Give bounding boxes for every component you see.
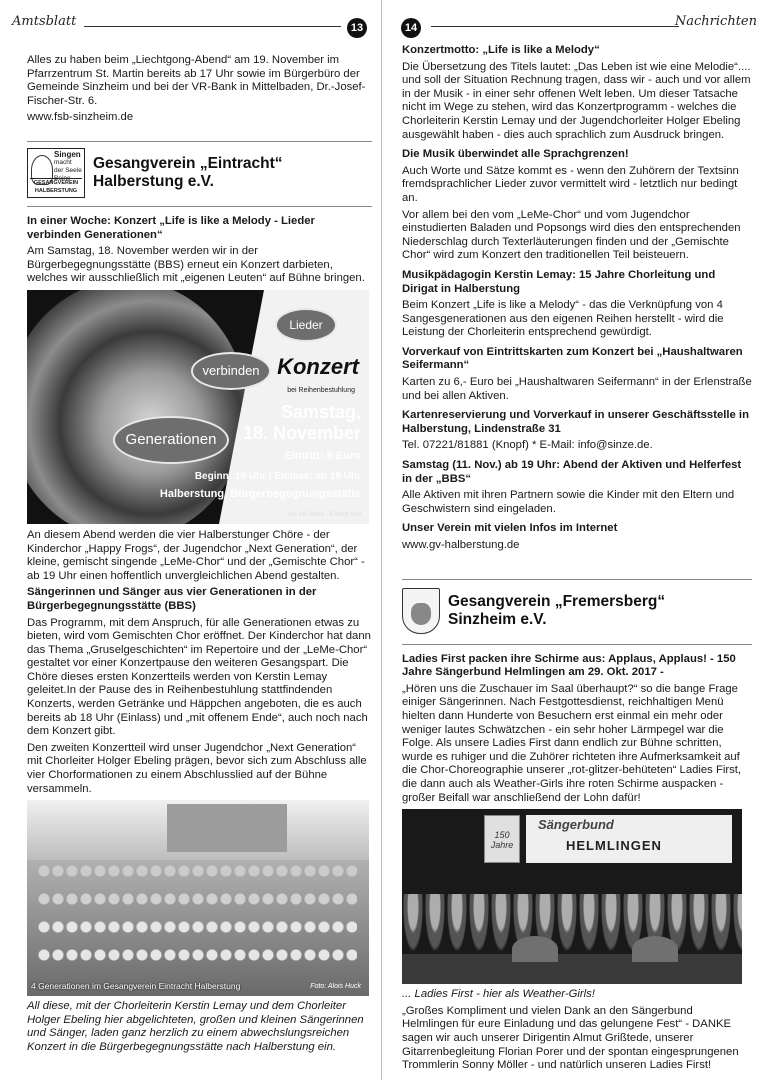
club2-crest-icon bbox=[402, 588, 440, 634]
page-number: 13 bbox=[347, 18, 367, 38]
stage-floor bbox=[402, 954, 742, 984]
club-header bbox=[27, 146, 372, 200]
club-name-line1: Gesangverein „Eintracht“ bbox=[93, 154, 283, 172]
photo2-caption: ... Ladies First - hier als Weather-Girls! bbox=[402, 988, 595, 1001]
header-title: Nachrichten bbox=[674, 14, 757, 29]
club2-name bbox=[448, 593, 665, 629]
banner-place: HELMLINGEN bbox=[566, 838, 662, 854]
poster-times: Beginn: 19 Uhr | Einlass: ab 18 Uhr bbox=[194, 470, 361, 482]
article2-closing: „Großes Kompliment und vielen Dank an den Sängerbund Helmlingen für eure Einladung und das gelungene Fest“ - DANKE sagen wir auch unserer Dirigentin Almut Grißtede, unserer Gitarrenbegleitung Florian Porer und der spontan eingesprungenen Trommlerin Sonny Möller - und natürlich unseren Ladies First! bbox=[402, 1004, 739, 1072]
article-subhead: Sängerinnen und Sänger aus vier Generationen in der Bürgerbegegnungsstätte (BBS) bbox=[27, 586, 317, 612]
choir-row bbox=[37, 884, 357, 914]
club2-header bbox=[402, 584, 752, 638]
info-block-head: Musikpädagogin Kerstin Lemay: 15 Jahre Chorleitung und Dirigat in Halberstung bbox=[402, 268, 716, 295]
article-paragraph: Das Programm, mit dem Anspruch, für alle Generationen etwas zu bieten, wird vom Gemischten Chor eröffnet. Der Kinderchor hat dann das Thema „Gruselgeschichten“ im Repertoire und der „LeMe-Chor“ gestaltet vor einer Konzertpause den weiteren Gesangspart. Die Chöre dieses ersten Konzertteils werden von Kerstin Lemay geleitet.In der Pause des in Reihenbestuhlung stattfindenden Konzerts, werden Getränke und Häppchen angeboten, die es auch bereits ab 18 Uhr (Einlass) und „mit offenem Ende“, auch noch nach dem Konzert gibt. bbox=[27, 616, 371, 738]
choir-group bbox=[27, 856, 369, 996]
info-block-body: Beim Konzert „Life is like a Melody“ - das die Verknüpfung von 4 Sangesgenerationen aus den eigenen Reihen herstellt - wird die Leistung der Chorleiterin entsprechend gewürdigt. bbox=[402, 299, 724, 339]
photo-caption: 4 Generationen im Gesangverein Eintracht Halberstung bbox=[31, 980, 241, 991]
poster-subtitle: bei Reihenbestuhlung bbox=[287, 386, 355, 394]
logo-line2: macht der Seele Beine bbox=[54, 158, 82, 182]
poster-entry: Eintritt: 6 Euro bbox=[284, 449, 361, 462]
article-paragraph: Den zweiten Konzertteil wird unser Jugendchor „Next Generation“ mit Chorleiter Holger Ebeling prägen, bevor sich zum Abschluss alle vier Chorformationen zu einem Abschlusslied auf der Bühne versammeln. bbox=[27, 741, 367, 795]
club-name-line2: Halberstung e.V. bbox=[93, 172, 214, 190]
closing-paragraph: All diese, mit der Chorleiterin Kerstin Lemay und dem Chorleiter Holger Ebeling hier abgelichteten, großen und kleinen Sängerinnen und Sänger, laden ganz herzlich zu einem abwechslungsreichen Konzert in die Bürgerbegegnungsstätte nach Halberstung ein. bbox=[27, 1000, 364, 1053]
info-block-body: Karten zu 6,- Euro bei „Haushaltwaren Seifermann“ in der Erlenstraße und bei allen Aktiven. bbox=[402, 376, 752, 402]
choir-row bbox=[37, 912, 357, 942]
article2-headline: Ladies First packen ihre Schirme aus: Applaus, Applaus! - 150 Jahre Sängerbund Helmlingen am 29. Okt. 2017 - bbox=[402, 652, 736, 679]
article-paragraph: Am Samstag, 18. November werden wir in der Bürgerbegegnungsstätte (BBS) erneut ein Konzert darbieten, welches wir ausschließlich mit „eigenen Leuten“ auf Bühne bringen. bbox=[27, 245, 365, 285]
poster-date-line1: Samstag, bbox=[280, 401, 361, 422]
club-name bbox=[93, 155, 283, 191]
concert-poster bbox=[27, 290, 369, 524]
ladies-photo bbox=[402, 809, 742, 984]
club-logo bbox=[27, 148, 85, 198]
article-paragraph: An diesem Abend werden die vier Halberstunger Chöre - der Kinderchor „Happy Frogs“, der Jugendchor „Next Generation“, der kleine, gemischt singende „LeMe-Chor“ und der „Gemischte Chor“ - ab 19 Uhr einen hoffentlich unvergleichlichen Abend gestalten. bbox=[27, 528, 365, 582]
left-column bbox=[27, 54, 372, 1058]
info-block-body: Auch Worte und Sätze kommt es - wenn den Zuhörern der Textsinn fremdsprachlicher Lieder zuvor vermittelt wird - letztlich nur bedingt an. bbox=[402, 164, 739, 204]
info-block-body: Vor allem bei den vom „LeMe-Chor“ und vom Jugendchor einstudierten Baladen und Popsongs wird dies den entsprechenden Niederschlag durch Texterläuterungen finden und der „Gemischte Chor“ wird zum Konzert den traditionellen Teil beisteuern. bbox=[402, 208, 741, 262]
club2-name-line1: Gesangverein „Fremersberg“ bbox=[448, 592, 666, 610]
choir-row bbox=[37, 940, 357, 970]
page-number: 14 bbox=[401, 18, 421, 38]
article2-body: „Hören uns die Zuschauer im Saal überhaupt?“ so die bange Frage einiger Sängerinnen. Nach Festgottesdienst, reichhaltigen Menü hielten dann Hunderte von Besuchern erst einmal ein mehr oder weniger lautes Schwätzchen - ein sehr hoher Lärmpegel war die Folge. Als unsere Ladies First dann endlich zur Bühne schritten, wurde es ruhiger und die Zuhörer richteten ihre Aufmerksamkeit auf die Chor-Choreographie unserer „rot-glitzer-behüteten“ Ladies First, die dann auch als Weather-Girls ihre roten Schirme auspacken - großer Beifall war anschließend der Lohn dafür! bbox=[402, 682, 742, 804]
intro-link[interactable]: www.fsb-sinzheim.de bbox=[27, 111, 134, 124]
page-header bbox=[383, 12, 763, 40]
info-block-head: Samstag (11. Nov.) ab 19 Uhr: Abend der Aktiven und Helferfest in der „BBS“ bbox=[402, 459, 742, 485]
logo-line3: GESANGVEREIN HALBERSTUNG bbox=[30, 178, 82, 195]
poster-date bbox=[243, 402, 361, 444]
article-headline: In einer Woche: Konzert „Life is like a Melody - Lieder verbinden Generationen“ bbox=[27, 214, 315, 241]
poster-venue: Halberstung, Bürgerbegegnungsstätte bbox=[159, 487, 361, 500]
info-block-head: Die Musik überwindet alle Sprachgrenzen! bbox=[402, 148, 629, 161]
section-divider bbox=[402, 579, 752, 580]
info-block-body: Tel. 07221/81881 (Knopf) * E-Mail: info@sinze.de. bbox=[402, 439, 653, 452]
section-divider bbox=[27, 141, 372, 142]
bubble-generationen: Generationen bbox=[113, 416, 229, 464]
website-link[interactable]: www.gv-halberstung.de bbox=[402, 539, 520, 551]
banner-name: Sängerbund bbox=[538, 817, 614, 833]
header-rule bbox=[84, 26, 341, 27]
info-block-body: Die Übersetzung des Titels lautet: „Das Leben ist wie eine Melodie“.... und soll der Situation Rechnung tragen, dass wir - auch und vor allem in der Musik - in einer sehr offenen Welt leben. Um dieser Tatsache nicht im Wege zu stehen, wird das Konzertprogramm - welches die Chorleiterin Kerstin Lemay und der Jugendchorleiter Holger Ebeling ausgewählt haben - dies auch sprachlich zum Ausdruck bringen. bbox=[402, 60, 751, 141]
choir-photo bbox=[27, 800, 369, 996]
umbrella-icon bbox=[512, 936, 558, 962]
banner-year: 150 Jahre bbox=[484, 815, 520, 863]
info-block-head: Vorverkauf von Eintrittskarten zum Konzert bei „Haushaltwaren Seifermann“ bbox=[402, 345, 743, 372]
section-divider bbox=[27, 206, 372, 207]
poster-note: bis 18 Jahre - Eintritt frei! bbox=[288, 510, 361, 518]
singers-row bbox=[402, 894, 742, 956]
info-block-head: Unser Verein mit vielen Infos im Internet bbox=[402, 522, 618, 535]
banner bbox=[526, 815, 732, 863]
info-block-head: Konzertmotto: „Life is like a Melody“ bbox=[402, 44, 600, 56]
section-divider bbox=[402, 644, 752, 645]
info-block-head: Kartenreservierung und Vorverkauf in unserer Geschäftsstelle in Halberstung, Lindenstraße 31 bbox=[402, 409, 749, 435]
poster-title: Konzert bbox=[277, 353, 359, 379]
choir-row bbox=[37, 856, 357, 886]
logo-line1: Singen bbox=[54, 149, 81, 159]
info-block-body: Alle Aktiven mit ihren Partnern sowie die Kinder mit den Eltern und Geschwistern sind eingeladen. bbox=[402, 489, 735, 515]
club2-name-line2: Sinzheim e.V. bbox=[448, 610, 547, 628]
page-header bbox=[0, 12, 381, 40]
header-title: Amtsblatt bbox=[12, 14, 77, 29]
photo-building bbox=[167, 804, 287, 852]
bubble-verbinden: verbinden bbox=[191, 352, 271, 390]
right-column bbox=[402, 44, 752, 1076]
photo-credit: Foto: Alois Huck bbox=[310, 982, 361, 990]
header-rule bbox=[431, 26, 679, 27]
poster-date-line2: 18. November bbox=[242, 422, 361, 443]
info-blocks bbox=[402, 44, 752, 553]
right-page bbox=[383, 0, 763, 1080]
intro-text: Alles zu haben beim „Liechtgong-Abend“ am 19. November im Pfarrzentrum St. Martin bereits ab 17 Uhr sowie im Bürgerbüro der Gemeinde Sinzheim und bei der VR-Bank in Mittelbaden, Dr.-Josef-Fischer-Str. 6. bbox=[27, 54, 366, 107]
umbrella-icon bbox=[632, 936, 678, 962]
bubble-lieder: Lieder bbox=[275, 308, 337, 342]
